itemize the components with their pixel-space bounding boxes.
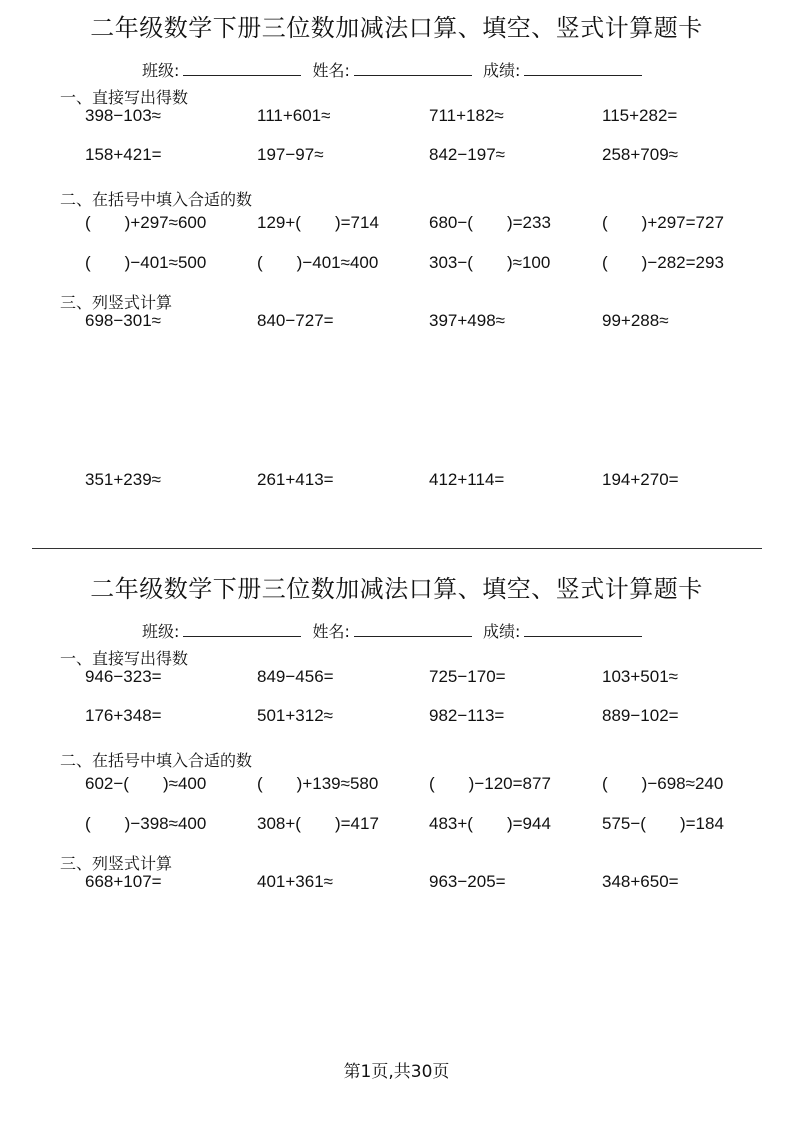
score-label: 成绩:	[483, 61, 521, 80]
problem: 176+348=	[85, 706, 162, 725]
problem: 308+( )=417	[257, 814, 379, 833]
problem: ( )−120=877	[429, 774, 551, 793]
worksheet-title: 二年级数学下册三位数加减法口算、填空、竖式计算题卡	[90, 14, 703, 42]
worksheet-title: 二年级数学下册三位数加减法口算、填空、竖式计算题卡	[90, 575, 703, 603]
problem: 158+421=	[85, 145, 162, 164]
problem: 111+601≈	[257, 106, 331, 125]
student-info-line	[142, 619, 648, 642]
section-heading: 一、直接写出得数	[60, 649, 189, 668]
problem: 412+114=	[429, 470, 505, 489]
problem: 501+312≈	[257, 706, 333, 725]
problem: 889−102=	[602, 706, 679, 725]
problem: 261+413=	[257, 470, 334, 489]
class-blank	[183, 622, 301, 637]
problem: 197−97≈	[257, 145, 324, 164]
problem: 99+288≈	[602, 311, 669, 330]
problem: 849−456=	[257, 667, 334, 686]
section-heading: 三、列竖式计算	[60, 854, 173, 873]
problem: ( )−401≈500	[85, 253, 207, 272]
section-heading: 三、列竖式计算	[60, 293, 173, 312]
card-divider	[32, 548, 762, 549]
problem: ( )+297=727	[602, 213, 724, 232]
problem: ( )−398≈400	[85, 814, 207, 833]
name-label: 姓名:	[312, 61, 350, 80]
problem: 725−170=	[429, 667, 506, 686]
problem: 963−205=	[429, 872, 506, 891]
problem: ( )−698≈240	[602, 774, 724, 793]
student-info-line	[142, 58, 648, 81]
problem: 698−301≈	[85, 311, 161, 330]
name-label: 姓名:	[312, 622, 350, 641]
problem: 483+( )=944	[429, 814, 551, 833]
problem: 668+107=	[85, 872, 162, 891]
problem: 711+182≈	[429, 106, 504, 125]
problem: 103+501≈	[602, 667, 678, 686]
problem: 401+361≈	[257, 872, 333, 891]
problem: ( )+297≈600	[85, 213, 207, 232]
problem: 258+709≈	[602, 145, 678, 164]
problem: 115+282=	[602, 106, 678, 125]
problem: 397+498≈	[429, 311, 505, 330]
problem: 946−323=	[85, 667, 162, 686]
problem: 348+650=	[602, 872, 679, 891]
section-heading: 二、在括号中填入合适的数	[60, 190, 253, 209]
class-label: 班级:	[142, 622, 180, 641]
score-blank	[524, 622, 642, 637]
problem: 575−( )=184	[602, 814, 724, 833]
problem: ( )−282=293	[602, 253, 724, 272]
problem: 129+( )=714	[257, 213, 379, 232]
problem: 194+270=	[602, 470, 679, 489]
section-heading: 一、直接写出得数	[60, 88, 189, 107]
problem: 398−103≈	[85, 106, 161, 125]
class-blank	[183, 61, 301, 76]
problem: ( )−401≈400	[257, 253, 379, 272]
problem: 602−( )≈400	[85, 774, 207, 793]
score-blank	[524, 61, 642, 76]
score-label: 成绩:	[483, 622, 521, 641]
problem: 982−113=	[429, 706, 505, 725]
name-blank	[354, 622, 472, 637]
problem: 303−( )≈100	[429, 253, 551, 272]
problem: 840−727=	[257, 311, 334, 330]
name-blank	[354, 61, 472, 76]
problem: ( )+139≈580	[257, 774, 379, 793]
problem: 680−( )=233	[429, 213, 551, 232]
problem: 842−197≈	[429, 145, 505, 164]
problem: 351+239≈	[85, 470, 161, 489]
section-heading: 二、在括号中填入合适的数	[60, 751, 253, 770]
page-number-footer: 第1页,共30页	[343, 1062, 450, 1082]
class-label: 班级:	[142, 61, 180, 80]
